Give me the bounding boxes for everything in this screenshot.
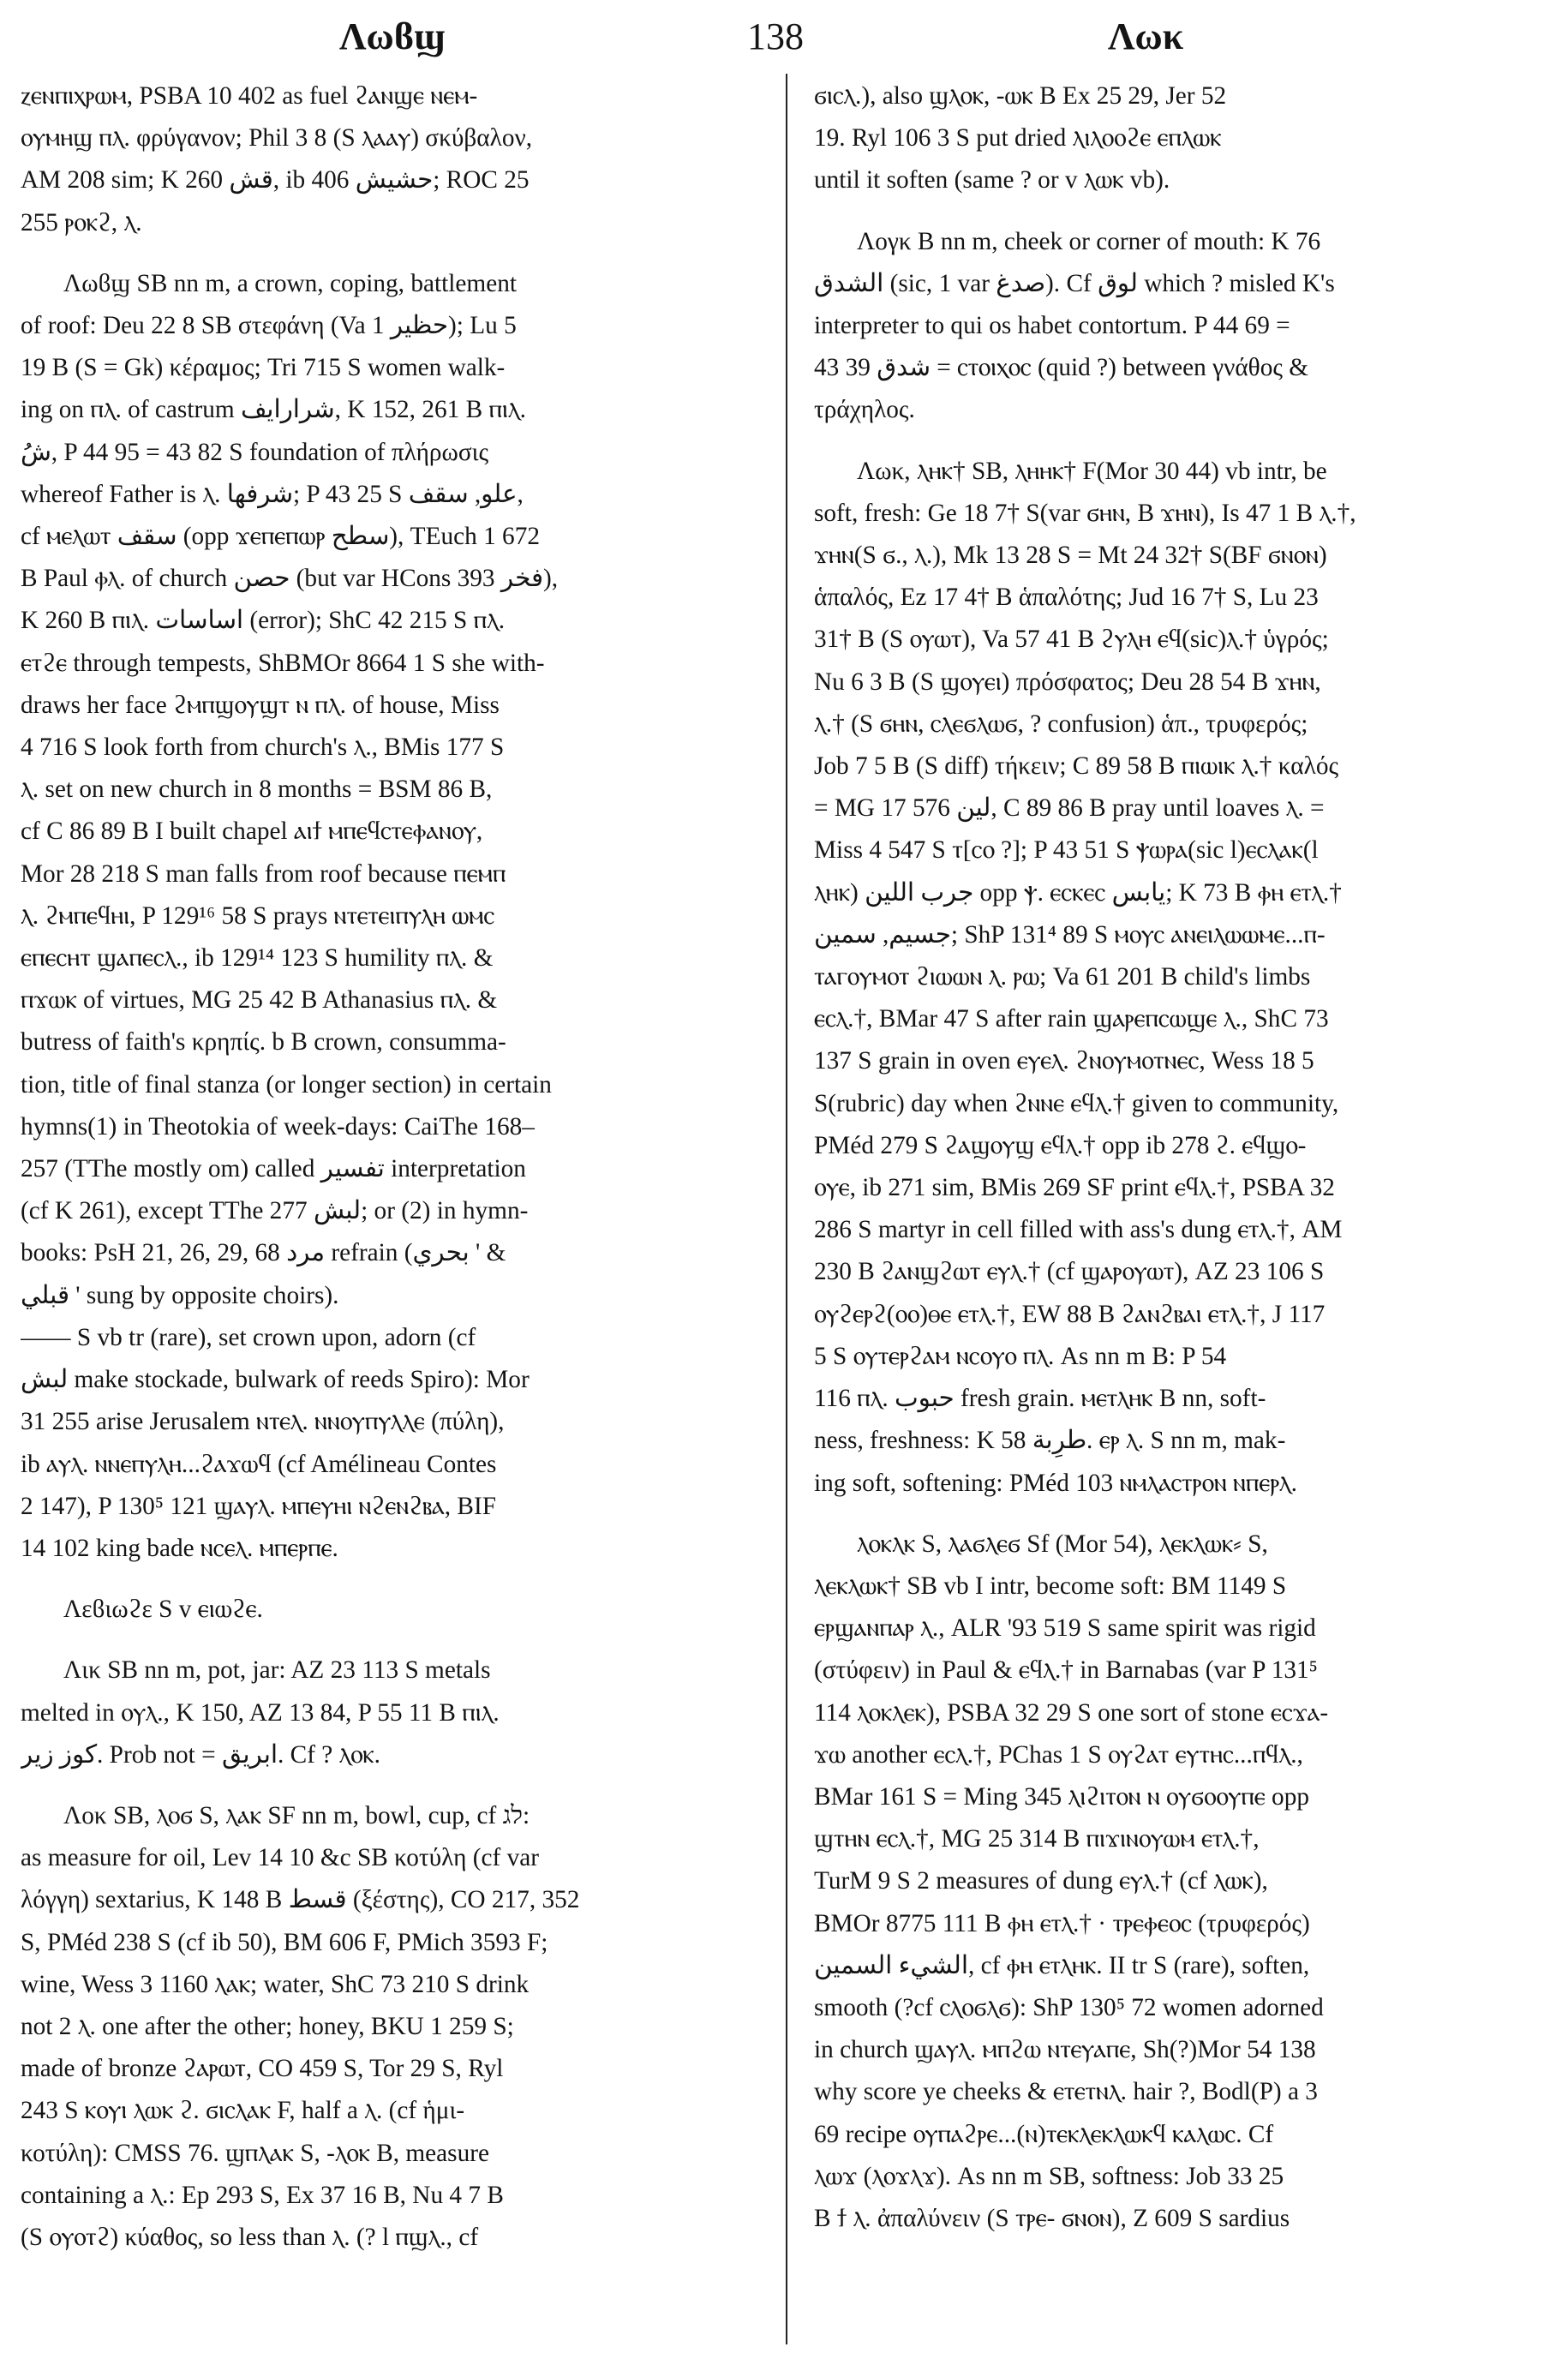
entry-line: 286 S martyr in cell filled with ass's dung ⲉⲧⲗ.†, AM — [814, 1216, 1343, 1244]
entry-line: ϫⲏⲛ(S ϭ., ⲗ.), Mk 13 28 S = Mt 24 32† S(BF ϭⲛⲟⲛ) — [814, 542, 1327, 570]
entry-line: ing on ⲡⲗ. of castrum شرارايف, K 152, 261 B ⲡⲓⲗ. — [21, 396, 526, 424]
column-divider — [786, 74, 787, 2344]
entry-line: containing a ⲗ.: Ep 293 S, Ex 37 16 B, Nu 4 7 B — [21, 2181, 504, 2209]
entry-line: butress of faith's κρηπίς. b B crown, consumma- — [21, 1028, 506, 1057]
entry-line: ⲡϫⲱⲕ of virtues, MG 25 42 B Athanasius ⲡⲗ. & — [21, 986, 498, 1015]
entry-line: ἁπαλός, Ez 17 4† B ἁπαλότης; Jud 16 7† S, Lu 23 — [814, 584, 1319, 612]
dictionary-entry — [814, 75, 1568, 202]
entry-line: ing soft, softening: PMéd 103 ⲛⲙⲗⲁⲥⲧⲣⲟⲛ ⲛⲡⲉⲣⲗ. — [814, 1469, 1297, 1497]
entry-line: cf C 86 89 B I built chapel ⲁⲓϯ ⲙⲡⲉϥⲥⲧⲉⲫⲁⲛⲟⲩ, — [21, 817, 483, 846]
dictionary-entry — [21, 263, 775, 1570]
entry-line: smooth (?cf ⲥⲗⲟϭⲗϭ): ShP 130⁵ 72 women adorned — [814, 1993, 1324, 2021]
entry-line: 31 255 arise Jerusalem ⲛⲧⲉⲗ. ⲛⲛⲟⲩⲡⲩⲗⲗⲉ (πύλη), — [21, 1408, 505, 1436]
entry-line: Λικ SB nn m, pot, jar: AZ 23 113 S metals — [63, 1656, 491, 1685]
right-column — [814, 75, 1568, 2240]
entry-line: (cf K 261), except TThe 277 لبش; or (2) in hymn- — [21, 1197, 529, 1225]
dictionary-entry — [814, 1524, 1568, 2240]
entry-line: (στύφειν) in Paul & ⲉϥⲗ.† in Barnabas (var P 131⁵ — [814, 1656, 1318, 1685]
entry-line: 19 B (S = Gk) κέραμος; Tri 715 S women walk- — [21, 354, 506, 382]
entry-line: 114 ⲗⲟⲕⲗⲉⲕ), PSBA 32 29 S one sort of stone ⲉⲥϫⲁ- — [814, 1698, 1329, 1727]
left-column — [21, 75, 775, 2259]
entry-line: الشيء السمين, cf ⲫⲏ ⲉⲧⲗⲏⲕ. II tr S (rare), soften, — [814, 1951, 1310, 1979]
entry-line: made of bronze ϩⲁⲣⲱⲧ, CO 459 S, Tor 29 S, Ryl — [21, 2055, 504, 2083]
entry-line: B ϯ ⲗ. ἀπαλύνειν (S ⲧⲣⲉ- ϭⲛⲟⲛ), Z 609 S sardius — [814, 2204, 1290, 2232]
dictionary-entry — [21, 1589, 775, 1631]
entry-line: as measure for oil, Lev 14 10 &c SB κοτύλη (cf var — [21, 1844, 539, 1872]
entry-line: ⲉⲧϩⲉ through tempests, ShBMOr 8664 1 S she with- — [21, 649, 545, 677]
entry-line: soft, fresh: Ge 18 7† S(var ϭⲏⲛ, B ϫⲏⲛ), Is 47 1 B ⲗ.†, — [814, 499, 1356, 527]
entry-line: S, PMéd 238 S (cf ib 50), BM 606 F, PMich 3593 F; — [21, 1928, 548, 1956]
entry-line: ⲟⲩⲙⲏϣ ⲡⲗ. φρύγανον; Phil 3 8 (S ⲗⲁⲁⲩ) σκύβαλον, — [21, 124, 533, 153]
entry-line: S(rubric) day when ϩⲛⲛⲉ ⲉϥⲗ.† given to community, — [814, 1089, 1339, 1117]
entry-line: Λωκ, ⲗⲏⲕ† SB, ⲗⲏⲏⲕ† F(Mor 30 44) vb intr, be — [857, 457, 1327, 485]
entry-line: = MG 17 576 لين, C 89 86 B pray until loaves ⲗ. = — [814, 794, 1325, 823]
entry-line: —— S vb tr (rare), set crown upon, adorn (cf — [21, 1323, 476, 1351]
entry-line: 230 B ϩⲁⲛϣϩⲱⲧ ⲉⲩⲗ.† (cf ϣⲁⲣⲟⲩⲱⲧ), AZ 23 106 S — [814, 1258, 1325, 1286]
entry-line: Λωϐϣ SB nn m, a crown, coping, battlement — [63, 269, 517, 297]
entry-line: 14 102 king bade ⲛⲥⲉⲗ. ⲙⲡⲉⲣⲡⲉ. — [21, 1534, 338, 1562]
entry-line: hymns(1) in Theotokia of week-days: CaiThe 168– — [21, 1112, 535, 1141]
entry-line: τράχηλος. — [814, 396, 915, 424]
entry-line: 19. Ryl 106 3 S put dried ⲗⲓⲗⲟⲟϩⲉ ⲉⲡⲗⲱⲕ — [814, 124, 1222, 153]
entry-line: ⲧⲁⲅⲟⲩⲙⲟⲧ ϩⲓⲱⲱⲛ ⲗ. ⲣⲱ; Va 61 201 B child's limbs — [814, 963, 1311, 991]
running-head-right: Λωκ — [1108, 15, 1184, 57]
entry-line: Λεϐιωϩε S v ⲉⲓⲱϩⲉ. — [63, 1596, 263, 1624]
entry-line: ϣⲧⲏⲛ ⲉⲥⲗ.†, MG 25 314 B ⲡⲓϫⲓⲛⲟⲩⲱⲙ ⲉⲧⲗ.†, — [814, 1825, 1260, 1853]
entry-line: ⲉⲥⲗ.†, BMar 47 S after rain ϣⲁⲣⲉⲡⲥⲱϣⲉ ⲗ., ShC 73 — [814, 1005, 1329, 1033]
entry-line: 243 S ⲕⲟⲩⲓ ⲗⲱⲕ ϩ. ϭⲓⲥⲗⲁⲕ F, half a ⲗ. (cf ἡμι- — [21, 2097, 465, 2125]
entry-line: ⲗⲉⲕⲗⲱⲕ† SB vb I intr, become soft: BM 1149 S — [814, 1572, 1287, 1600]
entry-line: books: PsH 21, 26, 29, 68 مرد refrain (بحري ' & — [21, 1239, 506, 1267]
entry-line: Nu 6 3 B (S ϣⲟⲩⲉⲓ) πρόσφατος; Deu 28 54 B ϫⲏⲛ, — [814, 668, 1321, 696]
entry-line: Miss 4 547 S ⲧ[ⲥⲟ ?]; P 43 51 S ⲯⲱⲣⲁ(sic l)ⲉⲥⲗⲁⲕ(l — [814, 836, 1319, 865]
entry-line: why score ye cheeks & ⲉⲧⲉⲧⲛⲗ. hair ?, Bodl(P) a 3 — [814, 2078, 1318, 2106]
entry-line: AM 208 sim; K 260 قش, ib 406 حشيش; ROC 25 — [21, 166, 530, 195]
entry-line: wine, Wess 3 1160 ⲗⲁⲕ; water, ShC 73 210 S drink — [21, 1970, 530, 1998]
page-number: 138 — [747, 15, 804, 57]
entry-line: 255 ⲣⲟⲕϩ, ⲗ. — [21, 208, 142, 236]
entry-line: ⲗⲏⲕ) جرب اللين opp ⲯ. ⲉⲥⲕⲉⲥ يابس; K 73 B ⲫⲏ ⲉⲧⲗ.† — [814, 878, 1342, 907]
entry-line: PMéd 279 S ϩⲁϣⲟⲩϣ ⲉϥⲗ.† opp ib 278 ϩ. ⲉϥϣⲟ- — [814, 1131, 1307, 1159]
entry-line: 31† B (S ⲟⲩⲱⲧ), Va 57 41 B ϩⲩⲗⲏ ⲉϥ(sic)ⲗ.† ὑγρός; — [814, 626, 1329, 654]
entry-line: ⲗ. set on new church in 8 months = BSM 86 B, — [21, 775, 493, 804]
entry-line: 116 ⲡⲗ. حبوب fresh grain. ⲙⲉⲧⲗⲏⲕ B nn, soft- — [814, 1385, 1266, 1413]
entry-line: until it soften (same ? or v ⲗⲱⲕ vb). — [814, 166, 1170, 195]
entry-line: κοτύλη): CMSS 76. ϣⲡⲗⲁⲕ S, -ⲗⲟⲕ B, measure — [21, 2139, 489, 2167]
dictionary-entry — [21, 75, 775, 244]
dictionary-entry — [21, 1650, 775, 1776]
running-head-left: Λωϐϣ — [339, 15, 446, 57]
entry-line: ⲗ.† (S ϭⲏⲛ, ⲥⲗⲉϭⲗⲱϭ, ? confusion) ἁπ., τρυφερός; — [814, 710, 1308, 738]
entry-line: melted in ⲟⲩⲗ., K 150, AZ 13 84, P 55 11 B ⲡⲓⲗ. — [21, 1698, 500, 1727]
entry-line: جسيم, سمين; ShP 131⁴ 89 S ⲙⲟⲩⲥ ⲁⲛⲉⲓⲗⲱⲱⲙⲉ...ⲡ- — [814, 920, 1326, 949]
entry-line: of roof: Deu 22 8 SB στεφάνη (Va 1 حظير); Lu 5 — [21, 312, 517, 340]
entry-line: in church ϣⲁⲩⲗ. ⲙⲡϩⲱ ⲛⲧⲉⲩⲁⲡⲉ, Sh(?)Mor 54 138 — [814, 2036, 1316, 2064]
entry-line: 257 (TThe mostly om) called تفسير interpretation — [21, 1155, 526, 1183]
entry-line: BMar 161 S = Ming 345 ⲗⲓϩⲓⲧⲟⲛ ⲛ ⲟⲩϭⲟⲟⲩⲡⲉ opp — [814, 1782, 1309, 1811]
entry-line: Λογκ B nn m, cheek or corner of mouth: K 76 — [857, 227, 1321, 255]
entry-line: ϫⲱ another ⲉⲥⲗ.†, PChas 1 S ⲟⲩϩⲁⲧ ⲉⲩⲧⲏⲥ...ⲡϥⲗ., — [814, 1740, 1303, 1769]
entry-line: BMOr 8775 111 B ⲫⲏ ⲉⲧⲗ.† · ⲧⲣⲉⲫⲉⲟⲥ (τρυφερός) — [814, 1909, 1310, 1937]
entry-line: لبش make stockade, bulwark of reeds Spiro): Mor — [21, 1366, 530, 1394]
entry-line: ⲟⲩϩⲉⲣϩ(ⲟⲟ)ⲑⲉ ⲉⲧⲗ.†, EW 88 B ϩⲁⲛϩⲃⲁⲓ ⲉⲧⲗ.†, J 117 — [814, 1300, 1326, 1328]
entry-line: 5 S ⲟⲩⲧⲉⲣϩⲁⲙ ⲛⲥⲟⲩⲟ ⲡⲗ. As nn m B: P 54 — [814, 1342, 1227, 1370]
dictionary-entry — [814, 221, 1568, 432]
entry-line: cf ⲙⲉⲗⲱⲧ سقف (opp ϫⲉⲡⲉⲡⲱⲣ سطح), TEuch 1 672 — [21, 523, 541, 551]
entry-line: ⲍⲉⲛⲡⲓⲭⲣⲱⲙ, PSBA 10 402 as fuel ϩⲁⲛϣⲉ ⲛⲉⲙ- — [21, 82, 478, 110]
entry-line: interpreter to qui os habet contortum. P 44 69 = — [814, 312, 1290, 340]
entry-line: كوز زير. Prob not = ابريق. Cf ? ⲗⲟⲕ. — [21, 1740, 380, 1769]
entry-line: ⲉⲣϣⲁⲛⲡⲁⲣ ⲗ., ALR '93 519 S same spirit was rigid — [814, 1614, 1316, 1643]
entry-line: 4 716 S look forth from church's ⲗ., BMis 177 S — [21, 733, 505, 762]
entry-line: λόγγη) sextarius, K 148 B قسط (ξέστης), CO 217, 352 — [21, 1886, 580, 1914]
entry-line: ⲟⲩⲉ, ib 271 sim, BMis 269 SF print ⲉϥⲗ.†, PSBA 32 — [814, 1174, 1335, 1202]
entry-line: Mor 28 218 S man falls from roof because ⲡⲉⲙⲡ — [21, 859, 506, 888]
entry-line: K 260 B ⲡⲓⲗ. اساسات (error); ShC 42 215 S ⲡⲗ. — [21, 607, 506, 635]
entry-line: 69 recipe ⲟⲩⲡⲁϩⲣⲉ...(ⲛ)ⲧⲉⲕⲗⲉⲕⲗⲱⲕϥ ⲕⲁⲗⲱⲥ. Cf — [814, 2120, 1274, 2148]
entry-line: ϭⲓⲥⲗ.), also ϣⲗⲟⲕ, -ⲱⲕ B Ex 25 29, Jer 52 — [814, 82, 1227, 110]
entry-line: ⲗⲱϫ (ⲗⲟϫⲗϫ). As nn m SB, softness: Job 33 25 — [814, 2162, 1284, 2190]
entry-line: B Paul ⲫⲗ. of church حصن (but var HCons 393 فخر), — [21, 565, 559, 593]
entry-line: ⲗ. ϩⲙⲡⲉϥⲏⲓ, P 129¹⁶ 58 S prays ⲛⲧⲉⲧⲉⲓⲡⲩⲗⲏ ⲱⲙⲥ — [21, 901, 495, 930]
entry-line: الشدق (sic, 1 var صدغ). Cf لوق which ? misled K's — [814, 269, 1335, 297]
entry-line: TurM 9 S 2 measures of dung ⲉⲩⲗ.† (cf ⲗⲱⲕ), — [814, 1867, 1268, 1895]
entry-line: ⲗⲟⲕⲗⲕ S, ⲗⲁϭⲗⲉϭ Sf (Mor 54), ⲗⲉⲕⲗⲱⲕ⸗ S, — [857, 1530, 1268, 1558]
entry-line: whereof Father is ⲗ. شرفها; P 43 25 S علو, سقف, — [21, 480, 524, 508]
entry-line: ness, freshness: K 58 طرِبة. ⲉⲣ ⲗ. S nn m, mak- — [814, 1427, 1286, 1455]
entry-line: ⲉⲡⲉⲥⲏⲧ ϣⲁⲡⲉⲥⲗ., ib 129¹⁴ 123 S humility ⲡⲗ. & — [21, 944, 494, 973]
entry-line: (S ⲟⲩⲟⲧϩ) κύαθος, so less than ⲗ. (? l ⲡϣⲗ., cf — [21, 2223, 479, 2251]
entry-line: draws her face ϩⲙⲡϣⲟⲩϣⲧ ⲛ ⲡⲗ. of house, Miss — [21, 691, 500, 719]
entry-line: 2 147), P 130⁵ 121 ϣⲁⲩⲗ. ⲙⲡⲉⲩⲏⲓ ⲛϩⲉⲛϩⲃⲁ, BIF — [21, 1492, 497, 1520]
dictionary-entry — [814, 451, 1568, 1505]
entry-line: ib ⲁⲩⲗ. ⲛⲛⲉⲡⲩⲗⲏ...ϩⲁϫⲱϥ (cf Amélineau Contes — [21, 1450, 497, 1478]
entry-line: 137 S grain in oven ⲉⲩⲉⲗ. ϩⲛⲟⲩⲙⲟⲧⲛⲉⲥ, Wess 18 5 — [814, 1047, 1314, 1075]
entry-line: شُ, P 44 95 = 43 82 S foundation of πλήρωσις — [21, 438, 489, 466]
entry-line: Λοκ SB, ⲗⲟϭ S, ⲗⲁⲕ SF nn m, bowl, cup, cf לג: — [63, 1801, 530, 1829]
dictionary-entry — [21, 1795, 775, 2259]
entry-line: 43 39 شدق = ⲥⲧⲟⲓⲭⲟⲥ (quid ?) between γνάθος & — [814, 354, 1309, 382]
entry-line: tion, title of final stanza (or longer section) in certain — [21, 1070, 552, 1099]
entry-line: Job 7 5 B (S diff) τήκειν; C 89 58 B ⲡⲓⲱⲓⲕ ⲗ.† καλός — [814, 752, 1339, 781]
entry-line: قبلي ' sung by opposite choirs). — [21, 1281, 339, 1309]
entry-line: not 2 ⲗ. one after the other; honey, BKU 1 259 S; — [21, 2012, 514, 2040]
